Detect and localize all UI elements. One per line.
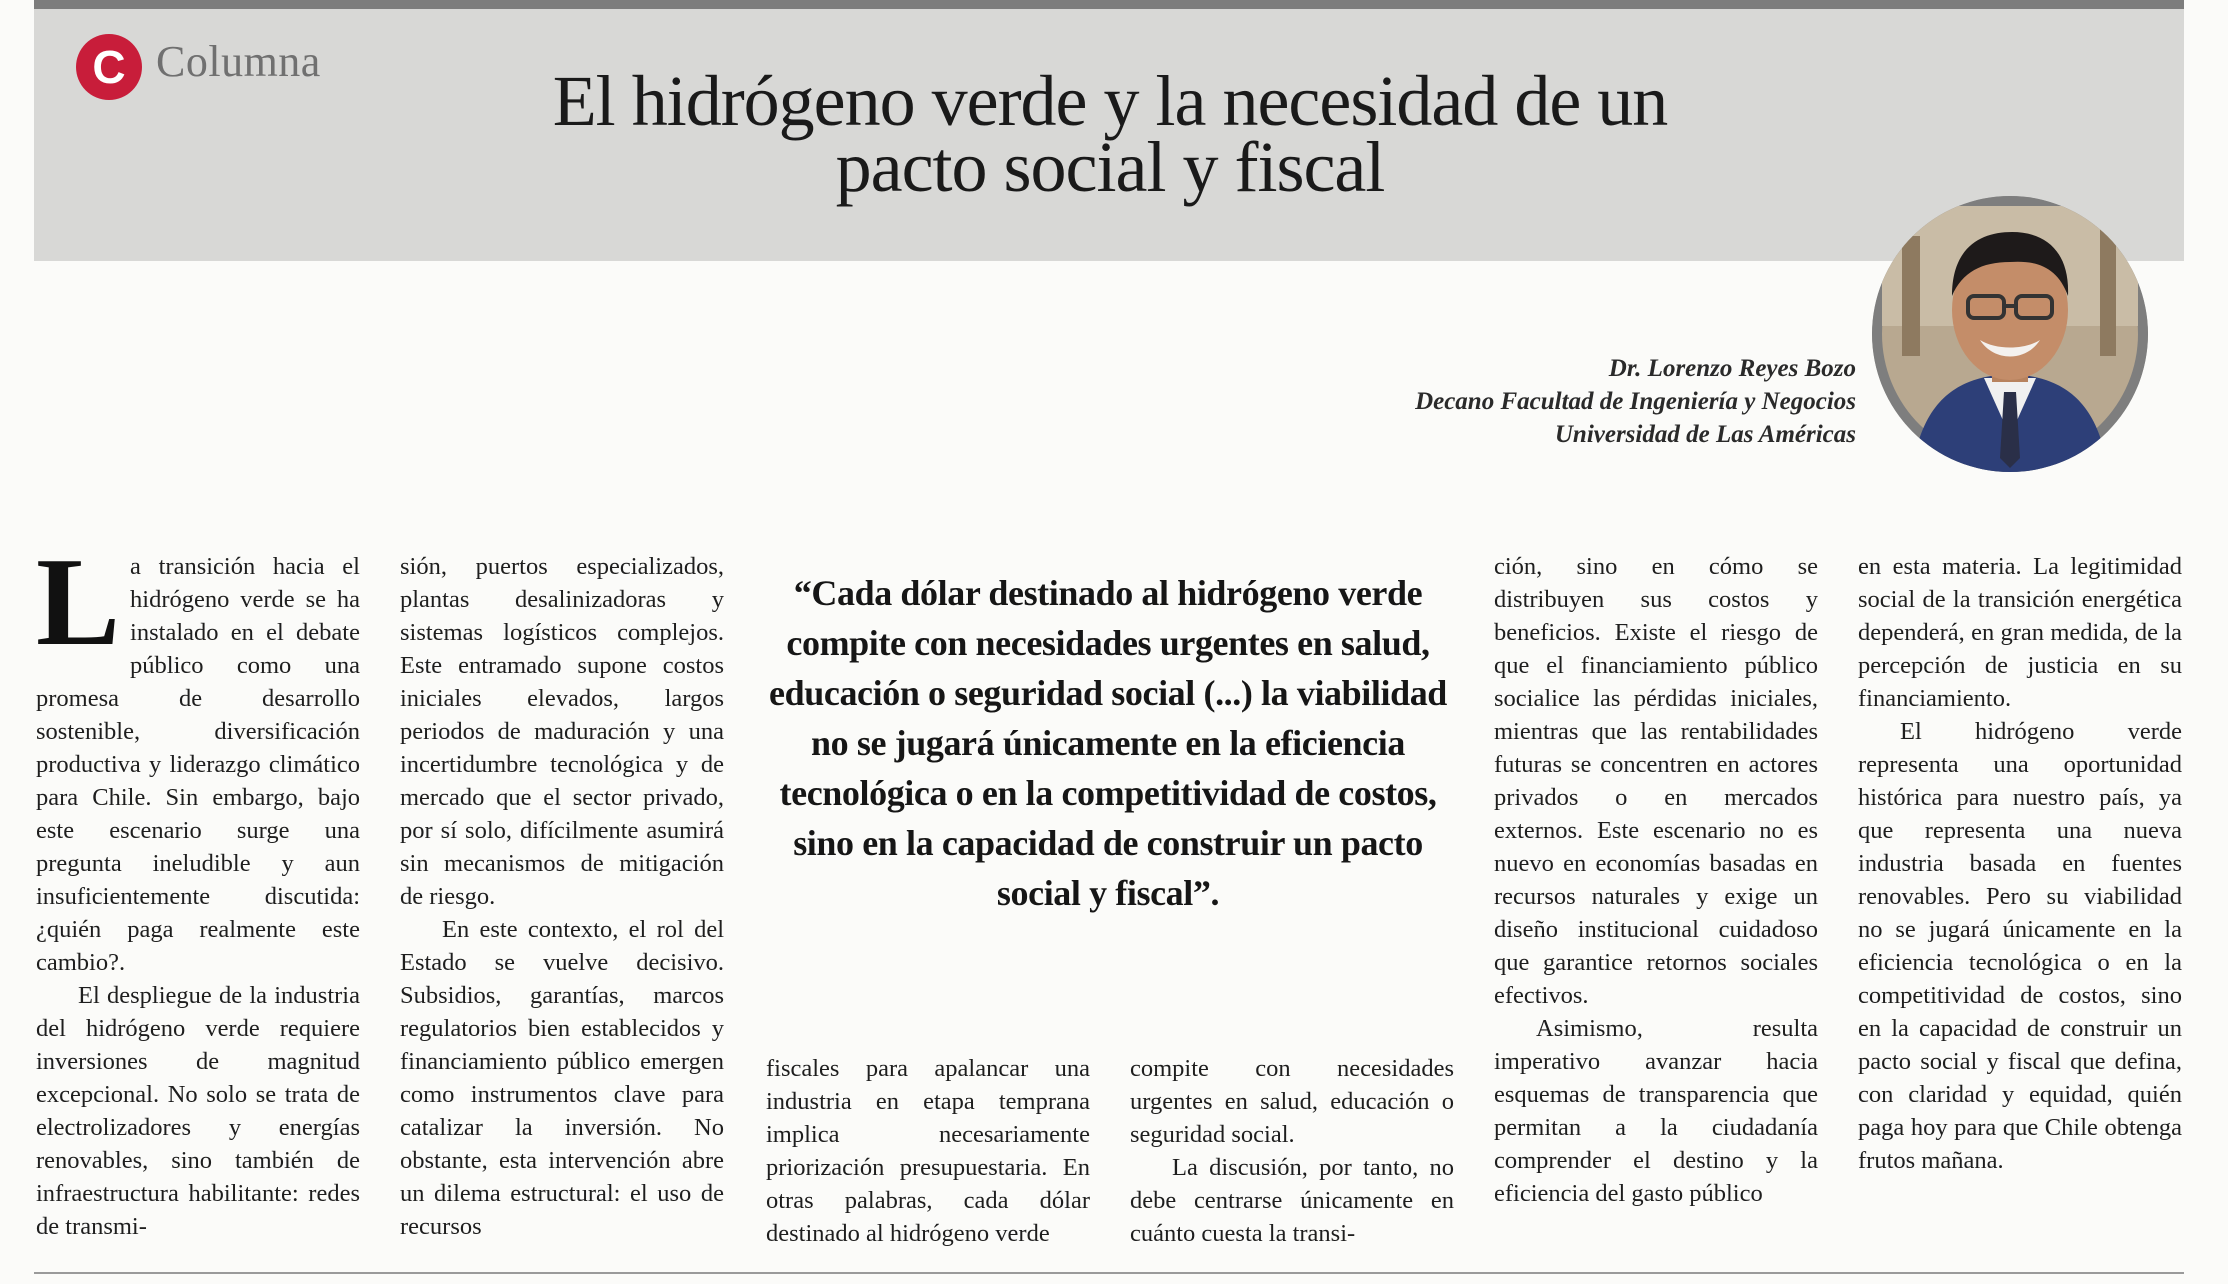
article-column-2 [400, 550, 724, 1243]
author-byline [1415, 352, 1856, 451]
author-name: Dr. Lorenzo Reyes Bozo [1608, 355, 1856, 382]
paragraph: sión, puertos especializados, plantas desalinizadoras y sistemas logísticos complejos. Este entramado supone costos iniciales elevados, largos periodos de maduración y una incertidumbre tecnológica y de mercado que el sector privado, por sí solo, difícilmente asumirá sin mecanismos de mitigación de riesgo. [400, 553, 724, 910]
dropcap: L [36, 533, 121, 672]
paragraph [36, 533, 360, 979]
author-institution: Universidad de Las Américas [1554, 421, 1856, 448]
title-line-2: pacto social y fiscal [835, 127, 1385, 207]
article-column-5 [1494, 550, 1818, 1210]
paragraph: en esta materia. La legitimidad social de la transición energética dependerá, en gran medida, de la percepción de justicia en su financiamiento. [1858, 553, 2182, 712]
article-column-3 [766, 1052, 1090, 1250]
paragraph-text: a transición hacia el hidrógeno verde se ha instalado en el debate público como una promesa de desarrollo sostenible, diversificación productiva y liderazgo climático para Chile. Sin embargo, bajo este escenario surge una pregunta ineludible y aun insuficientemente discutida: ¿quién paga realmente este cambio?. [36, 553, 360, 976]
paragraph: El hidrógeno verde representa una oportunidad histórica para nuestro país, ya que representa una nueva industria basada en fuentes renovables. Pero su viabilidad no se jugará únicamente en la eficiencia tecnológica o en la competitividad de costos, sino en la capacidad de construir un pacto social y fiscal que defina, con claridad y equidad, quién paga hoy para que Chile obtenga frutos mañana. [1858, 718, 2182, 1174]
author-role: Decano Facultad de Ingeniería y Negocios [1415, 388, 1856, 415]
paragraph: La discusión, por tanto, no debe centrarse únicamente en cuánto cuesta la transi- [1130, 1154, 1454, 1247]
author-photo [1872, 196, 2148, 472]
article-column-4 [1130, 1052, 1454, 1250]
section-badge: C [76, 34, 142, 100]
title-line-1: El hidrógeno verde y la necesidad de un [552, 61, 1668, 141]
article-column-6 [1858, 550, 2182, 1177]
article-title [330, 61, 1890, 207]
author-portrait-icon [1872, 196, 2148, 472]
paragraph: compite con necesidades urgentes en salud, educación o seguridad social. [1130, 1055, 1454, 1148]
paragraph: fiscales para apalancar una industria en etapa temprana implica necesariamente priorización presupuestaria. En otras palabras, cada dólar destinado al hidrógeno verde [766, 1055, 1090, 1247]
article-column-1 [36, 533, 360, 1243]
bottom-rule [34, 1272, 2184, 1274]
paragraph: El despliegue de la industria del hidrógeno verde requiere inversiones de magnitud excepcional. No solo se trata de electrolizadores y energías renovables, sino también de infraestructura habilitante: redes de transmi- [36, 982, 360, 1240]
paragraph: En este contexto, el rol del Estado se vuelve decisivo. Subsidios, garantías, marcos regulatorios bien establecidos y financiamiento público emergen como instrumentos clave para catalizar la inversión. No obstante, esta intervención abre un dilema estructural: el uso de recursos [400, 916, 724, 1240]
paragraph: ción, sino en cómo se distribuyen sus costos y beneficios. Existe el riesgo de que el financiamiento público socialice las pérdidas iniciales, mientras que las rentabilidades futuras se concentren en actores privados o en mercados externos. Este escenario no es nuevo en economías basadas en recursos naturales y exige un diseño institucional cuidadoso que garantice retornos sociales efectivos. [1494, 553, 1818, 1009]
section-label: Columna [156, 37, 321, 86]
pull-quote: “Cada dólar destinado al hidrógeno verde compite con necesidades urgentes en salud, educación o seguridad social (...) la viabilidad no se jugará únicamente en la eficiencia tecnológica o en la competitividad de costos, sino en la capacidad de construir un pacto social y fiscal”. [769, 573, 1447, 913]
paragraph: Asimismo, resulta imperativo avanzar hacia esquemas de transparencia que permitan a la ciudadanía comprender el destino y la eficiencia del gasto público [1494, 1015, 1818, 1207]
top-rule [34, 0, 2184, 9]
